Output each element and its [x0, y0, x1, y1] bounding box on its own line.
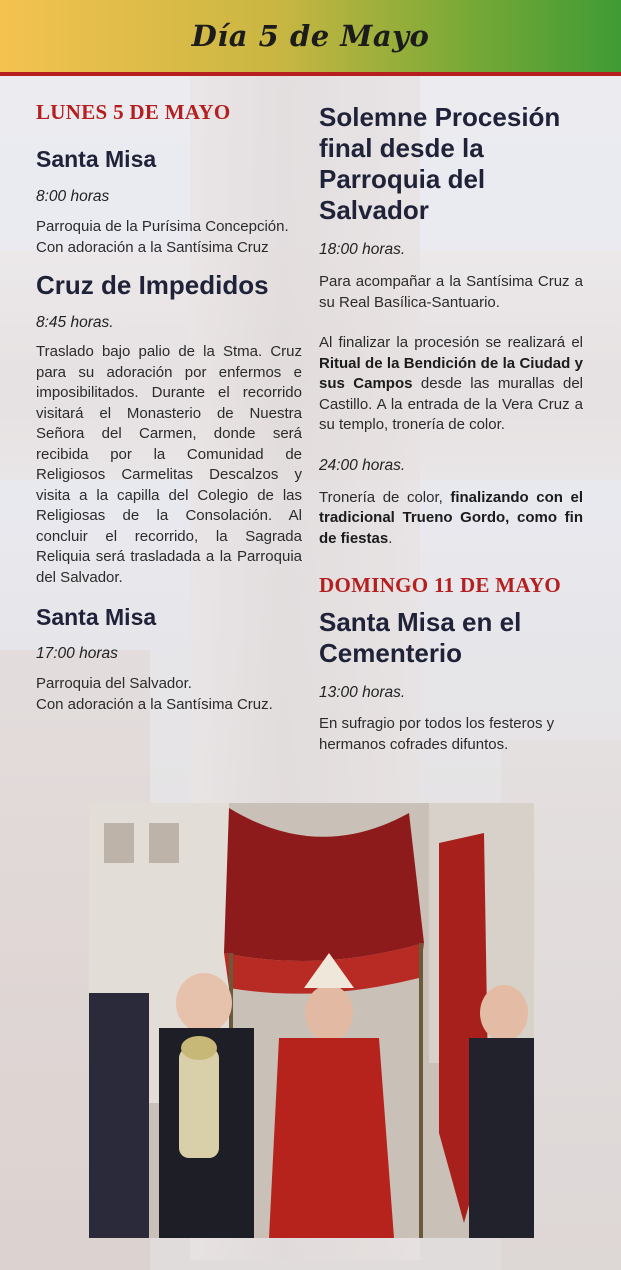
event-title: Santa Misa: [36, 604, 157, 630]
header-rule: [0, 72, 621, 76]
event-description: Al finalizar la procesión se realizará el Ritual de la Bendición de la Ciudad y sus Campos desde las murallas del Castillo. A la entrada de la Vera Cruz a su templo, tronería de color.: [319, 334, 583, 433]
event-description: Tronería de color, finalizando con el tradicional Trueno Gordo, como fin de fiestas.: [319, 488, 583, 547]
event-title: Santa Misa: [36, 146, 157, 172]
procession-illustration: [89, 803, 534, 1238]
event-description: Parroquia del Salvador. Con adoración a la Santísima Cruz.: [36, 675, 273, 713]
event-description: Traslado bajo palio de la Stma. Cruz para su adoración por enfermos e imposibilitados. Durante el recorrido visitará el Monasterio de Nuestra Señora del Carmen, donde será recibida por la Comunidad de Religiosos Carmelitas Descalzos y visita a la capilla del Colegio de las Religiosas de la Consolación. Al concluir el recorrido, la Sagrada Reliquia será trasladada a la Parroquia del Salvador.: [36, 343, 302, 586]
event-title: Cruz de Impedidos: [36, 270, 269, 300]
event-time: 8:00 horas: [36, 188, 110, 205]
left-column: [36, 96, 302, 715]
event-time: 24:00 horas.: [319, 456, 406, 474]
right-column: [319, 102, 583, 755]
event-time: 8:45 horas.: [36, 314, 114, 331]
day-label-sunday: DOMINGO 11 DE MAYO: [319, 573, 562, 597]
event-description: Para acompañar a la Santísima Cruz a su Real Basílica-Santuario.: [319, 273, 583, 311]
day-label-monday: LUNES 5 DE MAYO: [36, 100, 231, 124]
event-title: Santa Misa en el Cementerio: [319, 607, 522, 668]
event-title: Solemne Procesión final desde la Parroquia del Salvador: [319, 102, 561, 225]
event-description: En sufragio por todos los festeros y hermanos cofrades difuntos.: [319, 715, 555, 753]
event-time: 17:00 horas: [36, 645, 118, 662]
header-banner: [0, 0, 621, 72]
page-title: Día 5 de Mayo: [191, 19, 430, 53]
event-description: Parroquia de la Purísima Concepción. Con adoración a la Santísima Cruz: [36, 218, 289, 256]
event-time: 18:00 horas.: [319, 241, 406, 258]
procession-photo: [89, 803, 534, 1238]
event-time: 13:00 horas.: [319, 684, 406, 701]
